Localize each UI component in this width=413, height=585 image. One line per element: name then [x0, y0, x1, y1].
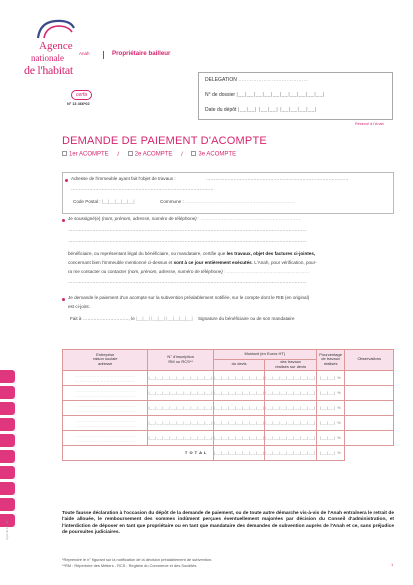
certify-line-2 — [68, 260, 317, 267]
header-montant: Montant (en Euros HT) — [213, 350, 316, 360]
header-devis: du devis — [213, 360, 264, 371]
pct-digits: |__|__| — [320, 375, 336, 381]
commune-label: Commune : — [160, 199, 184, 204]
acompte-3-checkbox[interactable] — [191, 151, 196, 156]
pct-sign: % — [337, 375, 342, 381]
observations-cell[interactable] — [345, 385, 394, 400]
pct-cell[interactable] — [316, 385, 345, 400]
pct-sign: % — [337, 435, 342, 441]
side-tab — [0, 402, 15, 415]
contact-dots: : ……………………………………………… — [222, 269, 310, 274]
address-dots-1[interactable]: ………………………………………………………………………………… — [206, 176, 349, 181]
row-dots: …………………………………… — [75, 423, 136, 429]
address-dots-2[interactable]: ………………………………………………………………………………… — [71, 186, 214, 191]
contact-line-2[interactable]: ………………………………………………………………………………………………………………………………………… — [68, 279, 307, 284]
side-tab — [0, 370, 15, 383]
devis-cell[interactable]: |__|__|__|__|__|__|__| — [213, 430, 264, 445]
entreprise-cell[interactable] — [63, 430, 148, 445]
devis-cell[interactable]: |__|__|__|__|__|__|__| — [213, 400, 264, 415]
dossier-label: N° de dossier — [205, 92, 236, 98]
side-code: Imprimé 12 · 07 — [5, 520, 9, 540]
cerfa-number: N° 13 466*02 — [67, 102, 90, 106]
soussigne-line[interactable]: ………………………………………………………………………………………………………………………………………… — [68, 238, 307, 243]
footnote-1: *Reprendre le n° figurant sur la notification de la décision préalablement de subvention. — [62, 557, 213, 562]
rm-cell[interactable]: |__|__|__|__|__|__|__|__|__| — [148, 430, 213, 445]
side-tab — [0, 466, 15, 479]
page-title: DEMANDE DE PAIEMENT D'ACOMPTE — [62, 135, 267, 147]
total-label: T O T A L — [63, 445, 214, 460]
certify-bold: sont à ce jour entièrement exécutés — [173, 260, 252, 265]
soussigne-dots: : ………………………………………………………… — [196, 216, 302, 221]
row-dots: …………………………………… — [75, 418, 136, 424]
pct-digits: |__|__| — [320, 450, 336, 456]
header-separator — [103, 51, 104, 59]
travaux-cell[interactable]: |__|__|__|__|__|__|__| — [265, 400, 316, 415]
code-postal-field[interactable] — [73, 199, 135, 206]
side-tab — [0, 498, 15, 511]
row-dots: …………………………………… — [75, 388, 136, 394]
commune-field[interactable] — [160, 199, 390, 206]
fait-date-digits: |__|__| |__|__| |__|__|__|__| — [136, 316, 193, 321]
header-inscription: N° d'inscription RM ou RCS** — [148, 350, 213, 371]
certify-bold: les travaux, objet des factures ci-jointes, — [226, 251, 316, 256]
depot-row[interactable] — [205, 107, 317, 113]
delegation-box — [198, 72, 393, 120]
footnote-2: **RM : Répertoire des Métiers - RCS : Registre du Commerce et des Sociétés. — [62, 563, 198, 568]
total-row — [63, 445, 394, 460]
contact-text: ra me contacter ou contacter — [68, 269, 128, 274]
fait-a-label: Fait à …………………………, le — [70, 316, 135, 321]
bullet-icon — [62, 298, 65, 301]
header-pourcentage: Pourcentage de travaux réalisés — [316, 350, 345, 371]
table-body — [63, 370, 394, 460]
logo-arc-icon — [36, 18, 76, 40]
row-dots: …………………………………… — [75, 438, 136, 444]
legal-notice: Toute fausse déclaration à l'occasion du dépôt de la demande de paiement, ou de toute autre démarche vis-à-vis de l'Anah entraînera le retrait de l'aide allouée, le remboursement des sommes indûment perçues éventuellement majorées par décision du Conseil d'administration, et l'interdiction de déposer en tant que propriétaire ou en tant que mandataire des demandes de subvention auprès de l'Anah et ce, sans préjudice de poursuites judiciaires. — [62, 511, 394, 535]
travaux-cell[interactable]: |__|__|__|__|__|__|__| — [265, 415, 316, 430]
logo-anah: Anah — [79, 51, 90, 56]
reserve-note: Réservé à l'Anah — [355, 122, 384, 126]
table-row — [63, 370, 394, 385]
side-tab — [0, 418, 15, 431]
code-postal-digits: |__|__|__|__|__| — [101, 199, 135, 204]
row-dots: …………………………………… — [75, 403, 136, 409]
observations-cell[interactable] — [345, 400, 394, 415]
table-row — [63, 385, 394, 400]
bullet-icon — [65, 179, 68, 182]
side-tab — [0, 482, 15, 495]
soussigne-italic: (nom, prénom, adresse, numéro de téléphone) — [101, 216, 197, 221]
pct-cell[interactable] — [316, 430, 345, 445]
rm-cell[interactable]: |__|__|__|__|__|__|__|__|__| — [148, 370, 213, 385]
header-observations: Observations — [345, 350, 394, 371]
total-pct-cell[interactable] — [316, 445, 345, 460]
page-number: 1 — [391, 562, 394, 567]
address-label: Adresse de l'immeuble ayant fait l'objet de travaux : — [71, 176, 176, 181]
row-dots: …………………………………… — [75, 378, 136, 384]
code-postal-label: Code Postal : — [73, 199, 101, 204]
contact-italic: (nom, prénom, adresse, numéro de téléphone) — [127, 269, 223, 274]
request-line-2: est ci-joint. — [68, 304, 90, 309]
header-title: Propriétaire bailleur — [112, 50, 171, 57]
devis-cell[interactable]: |__|__|__|__|__|__|__| — [213, 385, 264, 400]
side-tab — [0, 434, 15, 447]
anah-logo — [22, 18, 92, 80]
soussigne-text: Je soussigné(e) — [68, 216, 102, 221]
pct-digits: |__|__| — [320, 420, 336, 426]
delegation-row[interactable] — [205, 77, 308, 83]
rm-cell[interactable]: |__|__|__|__|__|__|__|__|__| — [148, 385, 213, 400]
depot-label: Date du dépôt — [205, 107, 237, 113]
pct-cell[interactable] — [316, 415, 345, 430]
travaux-cell[interactable]: |__|__|__|__|__|__|__| — [265, 430, 316, 445]
dossier-row[interactable] — [205, 92, 325, 98]
contact-line[interactable] — [68, 269, 394, 276]
pct-cell[interactable] — [316, 370, 345, 385]
delegation-label: DELEGATION — [205, 77, 237, 83]
soussigne-intro[interactable] — [68, 216, 394, 223]
slash-separator: / — [181, 151, 183, 158]
table-row — [63, 430, 394, 445]
observations-cell[interactable] — [345, 430, 394, 445]
header-entreprise: Entreprise raison sociale adresse — [63, 350, 148, 371]
pct-digits: |__|__| — [320, 435, 336, 441]
entreprise-cell[interactable] — [63, 370, 148, 385]
row-dots: …………………………………… — [75, 408, 136, 414]
pct-sign: % — [337, 405, 342, 411]
signature-label: Signature du bénéficiaire ou de son mandataire — [197, 316, 295, 321]
rm-cell[interactable]: |__|__|__|__|__|__|__|__|__| — [148, 400, 213, 415]
row-dots: …………………………………… — [75, 373, 136, 379]
table-row — [63, 415, 394, 430]
cerfa-badge: cerfa — [71, 90, 92, 100]
logo-agence: Agence — [39, 40, 73, 52]
entreprise-cell[interactable] — [63, 385, 148, 400]
travaux-cell[interactable]: |__|__|__|__|__|__|__| — [265, 385, 316, 400]
pct-sign: % — [337, 450, 342, 456]
acompte-2-checkbox[interactable] — [128, 151, 133, 156]
rm-cell[interactable]: |__|__|__|__|__|__|__|__|__| — [148, 415, 213, 430]
slash-separator: / — [117, 151, 120, 158]
observations-cell[interactable] — [345, 415, 394, 430]
devis-cell[interactable]: |__|__|__|__|__|__|__| — [213, 415, 264, 430]
bullet-icon — [62, 219, 65, 222]
total-empty-cell — [345, 445, 394, 460]
total-devis-cell[interactable]: |__|__|__|__|__|__|__| — [213, 445, 264, 460]
request-line-1: Je demande le paiement d'un acompte sur la subvention préalablement notifiée, sur le compte dont le RIB (en original) — [68, 295, 310, 300]
devis-cell[interactable]: |__|__|__|__|__|__|__| — [213, 370, 264, 385]
table-row — [63, 400, 394, 415]
total-travaux-cell[interactable]: |__|__|__|__|__|__|__| — [265, 445, 316, 460]
acompte-3-label: 3e ACOMPTE — [198, 151, 237, 158]
pct-sign: % — [337, 390, 342, 396]
observations-cell[interactable] — [345, 370, 394, 385]
entreprise-cell[interactable] — [63, 415, 148, 430]
acompte-1-checkbox[interactable] — [62, 151, 67, 156]
pct-cell[interactable] — [316, 400, 345, 415]
side-tab — [0, 450, 15, 463]
certify-text: concernant bien l'immeuble mentionné ci-dessus et — [68, 260, 174, 265]
pct-sign: % — [337, 420, 342, 426]
dossier-digits: |__|__|__|__|__|__|__|__|__|__| — [236, 92, 325, 98]
delegation-dots: …………………………………… — [238, 77, 309, 83]
side-tab — [0, 386, 15, 399]
acompte-choices — [62, 151, 236, 158]
acompte-2-label: 2e ACOMPTE — [134, 151, 173, 158]
entreprise-cell[interactable] — [63, 400, 148, 415]
acompte-1-label: 1er ACOMPTE — [69, 151, 109, 158]
logo-nationale: nationale — [31, 53, 64, 63]
depot-digits: |__|__| |__|__| |__|__|__|__| — [237, 107, 317, 113]
soussigne-line[interactable]: ………………………………………………………………………………………………………………………………………… — [68, 227, 307, 232]
row-dots: …………………………………… — [75, 393, 136, 399]
header-travaux: des travaux réalisés sur devis — [265, 360, 316, 371]
logo-habitat: de l'habitat — [24, 63, 73, 77]
certify-text: bénéficiaire, ou représentant légal du bénéficiaire, ou mandataire, certifie que — [68, 251, 227, 256]
row-dots: …………………………………… — [75, 433, 136, 439]
pct-digits: |__|__| — [320, 405, 336, 411]
travaux-cell[interactable]: |__|__|__|__|__|__|__| — [265, 370, 316, 385]
fait-a-field[interactable] — [70, 316, 295, 323]
pct-digits: |__|__| — [320, 390, 336, 396]
certify-line-1 — [68, 251, 315, 258]
works-table — [62, 349, 394, 509]
commune-dots: ……………………………………………………………… — [185, 199, 296, 204]
certify-text: . L'Anah, pour vérification, pour- — [251, 260, 317, 265]
